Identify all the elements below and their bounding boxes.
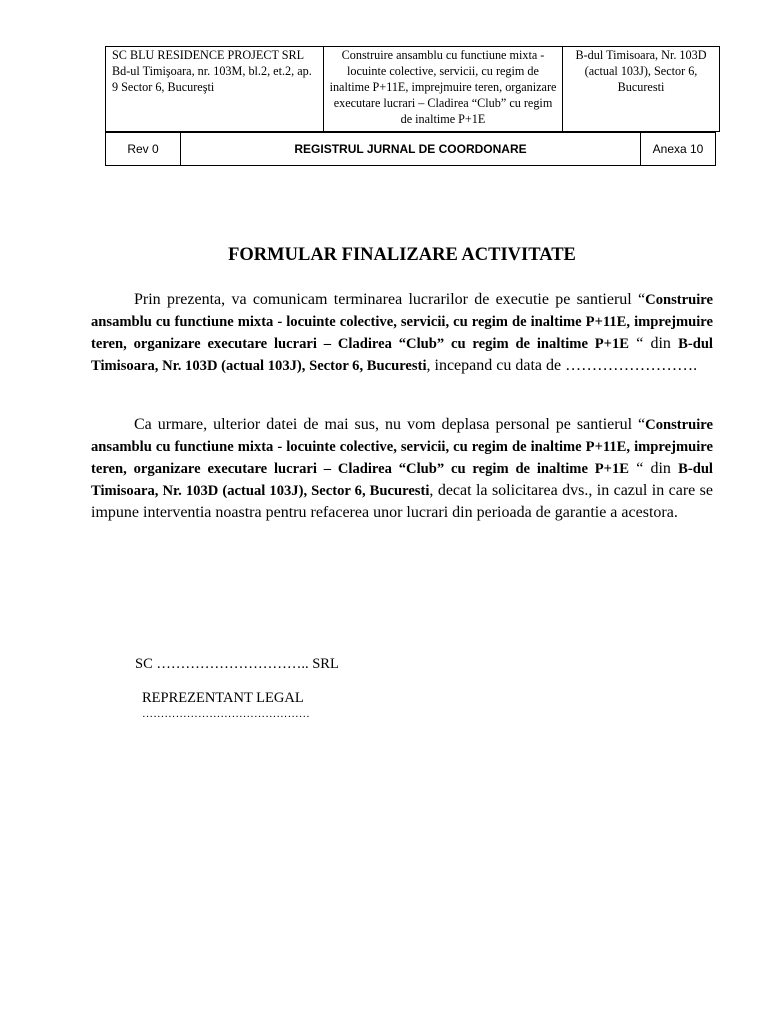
- p2-mid: “ din: [629, 460, 679, 477]
- p1-address: B-dul Timisoara, Nr. 103D (actual 103J), Sector 6, Bucuresti: [91, 336, 713, 374]
- header-table: [105, 46, 720, 132]
- p1-intro: Prin prezenta, va comunicam terminarea lucrarilor de executie pe santierul “: [134, 291, 646, 308]
- p2-project: Construire ansamblu cu functiune mixta - locuinte colective, servicii, cu regim de inaltime P+11E, imprejmuire teren, organizare executare lucrari – Cladirea “Club” cu regim de inaltime P+1E: [91, 417, 713, 477]
- revision-cell: Rev 0: [106, 133, 181, 166]
- register-row: [105, 132, 716, 166]
- paragraph-completion: [91, 289, 713, 377]
- paragraph-followup: [91, 414, 713, 523]
- p1-project: Construire ansamblu cu functiune mixta - locuinte colective, servicii, cu regim de inaltime P+11E, imprejmuire teren, organizare executare lucrari – Cladirea “Club” cu regim de inaltime P+1E: [91, 292, 713, 352]
- address-cell: B-dul Timisoara, Nr. 103D (actual 103J), Sector 6, Bucuresti: [563, 47, 720, 132]
- legal-representative-signature-line: ………………………………………: [142, 708, 310, 720]
- p1-end: , incepand cu data de …………………….: [426, 357, 698, 374]
- legal-representative-label: REPREZENTANT LEGAL: [142, 690, 304, 706]
- register-title-cell: REGISTRUL JURNAL DE COORDONARE: [181, 133, 641, 166]
- p2-end: , decat la solicitarea dvs., in cazul in care se impune interventia noastra pentru refacerea unor lucrari din perioada de garantie a acestora.: [91, 482, 713, 521]
- document-title: FORMULAR FINALIZARE ACTIVITATE: [228, 245, 576, 265]
- signature-company-line: SC ………………………….. SRL: [135, 656, 339, 672]
- p1-mid: “ din: [629, 335, 679, 352]
- project-cell: Construire ansamblu cu functiune mixta - locuinte colective, servicii, cu regim de inaltime P+11E, imprejmuire teren, organizare executare lucrari – Cladirea “Club” cu regim de inaltime P+1E: [324, 47, 563, 132]
- annex-cell: Anexa 10: [641, 133, 716, 166]
- p2-intro: Ca urmare, ulterior datei de mai sus, nu vom deplasa personal pe santierul “: [134, 416, 646, 433]
- company-cell: SC BLU RESIDENCE PROJECT SRL Bd-ul Timişoara, nr. 103M, bl.2, et.2, ap. 9 Sector 6, Bucureşti: [106, 47, 324, 132]
- p2-address: B-dul Timisoara, Nr. 103D (actual 103J), Sector 6, Bucuresti: [91, 461, 713, 499]
